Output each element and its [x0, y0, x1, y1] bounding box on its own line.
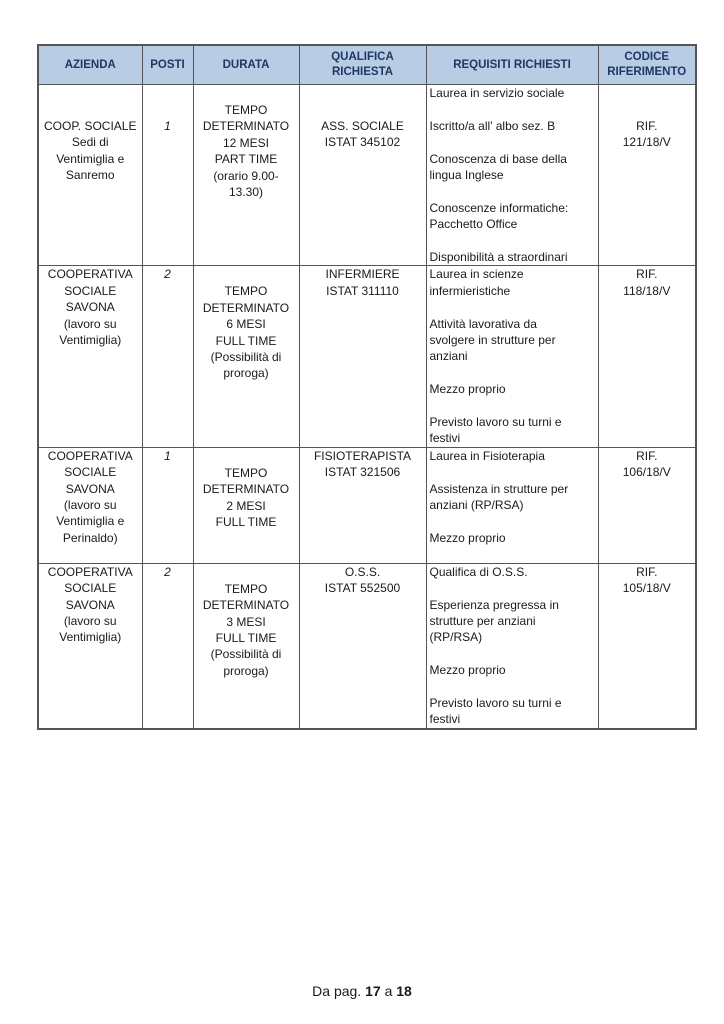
footer-prefix: Da pag.: [312, 983, 362, 999]
posti-cell: 1: [142, 85, 193, 266]
requirement-item: Qualifica di O.S.S.: [429, 564, 528, 579]
table-header-row: [38, 45, 696, 85]
requirement-item: Laurea in Fisioterapia: [429, 448, 545, 463]
requisiti-cell: [426, 447, 598, 563]
qualifica-cell: FISIOTERAPISTA ISTAT 321506: [299, 447, 426, 563]
durata-cell: TEMPO DETERMINATO 12 MESI PART TIME (orario 9.00- 13.30): [193, 85, 299, 266]
requirement-item: Previsto lavoro su turni e festivi: [429, 696, 562, 727]
requirement-item: Conoscenza di base della lingua Inglese: [429, 151, 567, 182]
requirement-item: Laurea in scienze infermieristiche: [429, 267, 524, 298]
azienda-cell: COOPERATIVA SOCIALE SAVONA (lavoro su Ventimiglia e Perinaldo): [38, 447, 142, 563]
azienda-cell: COOPERATIVA SOCIALE SAVONA (lavoro su Ventimiglia): [38, 563, 142, 729]
footer-middle: a: [384, 983, 393, 999]
header-posti: POSTI: [142, 45, 193, 85]
posti-cell: 2: [142, 563, 193, 729]
table-row: [38, 266, 696, 447]
codice-cell: RIF. 106/18/V: [598, 447, 696, 563]
requirement-item: Assistenza in strutture per anziani (RP/RSA): [429, 481, 569, 513]
header-qualifica: QUALIFICA RICHIESTA: [299, 45, 426, 85]
requirement-item: Iscritto/a all’ albo sez. B: [429, 118, 556, 133]
azienda-cell: COOPERATIVA SOCIALE SAVONA (lavoro su Ventimiglia): [38, 266, 142, 447]
codice-cell: RIF. 121/18/V: [598, 85, 696, 266]
job-offers-table: [37, 44, 697, 730]
requirement-item: Mezzo proprio: [429, 663, 506, 678]
qualifica-cell: ASS. SOCIALE ISTAT 345102: [299, 85, 426, 266]
requirement-item: Conoscenze informatiche: Pacchetto Office: [429, 200, 569, 232]
requisiti-cell: [426, 266, 598, 447]
durata-cell: TEMPO DETERMINATO 3 MESI FULL TIME (Possibilità di proroga): [193, 563, 299, 729]
qualifica-cell: O.S.S. ISTAT 552500: [299, 563, 426, 729]
posti-cell: 1: [142, 447, 193, 563]
table-row: [38, 447, 696, 563]
codice-cell: RIF. 118/18/V: [598, 266, 696, 447]
durata-cell: TEMPO DETERMINATO 6 MESI FULL TIME (Possibilità di proroga): [193, 266, 299, 447]
requirement-item: Mezzo proprio: [429, 382, 506, 397]
header-durata: DURATA: [193, 45, 299, 85]
requirement-item: Previsto lavoro su turni e festivi: [429, 415, 562, 446]
requirement-item: Esperienza pregressa in strutture per anziani (RP/RSA): [429, 597, 559, 645]
requirement-item: Attività lavorativa da svolgere in strutture per anziani: [429, 316, 556, 364]
table-row: [38, 85, 696, 266]
header-codice: CODICE RIFERIMENTO: [598, 45, 696, 85]
codice-cell: RIF. 105/18/V: [598, 563, 696, 729]
durata-cell: TEMPO DETERMINATO 2 MESI FULL TIME: [193, 447, 299, 563]
posti-cell: 2: [142, 266, 193, 447]
requisiti-cell: [426, 563, 598, 729]
qualifica-cell: INFERMIERE ISTAT 311110: [299, 266, 426, 447]
requisiti-cell: [426, 85, 598, 266]
footer-total-pages: 18: [396, 983, 412, 999]
azienda-cell: COOP. SOCIALE Sedi di Ventimiglia e Sanremo: [38, 85, 142, 266]
requirement-item: Laurea in servizio sociale: [429, 86, 565, 100]
header-azienda: AZIENDA: [38, 45, 142, 85]
footer-current-page: 17: [365, 983, 381, 999]
table-row: [38, 563, 696, 729]
header-requisiti: REQUISITI RICHIESTI: [426, 45, 598, 85]
requirement-item: Disponibilità a straordinari: [429, 250, 568, 264]
requirement-item: Mezzo proprio: [429, 530, 506, 545]
page-number-footer: [0, 983, 724, 999]
